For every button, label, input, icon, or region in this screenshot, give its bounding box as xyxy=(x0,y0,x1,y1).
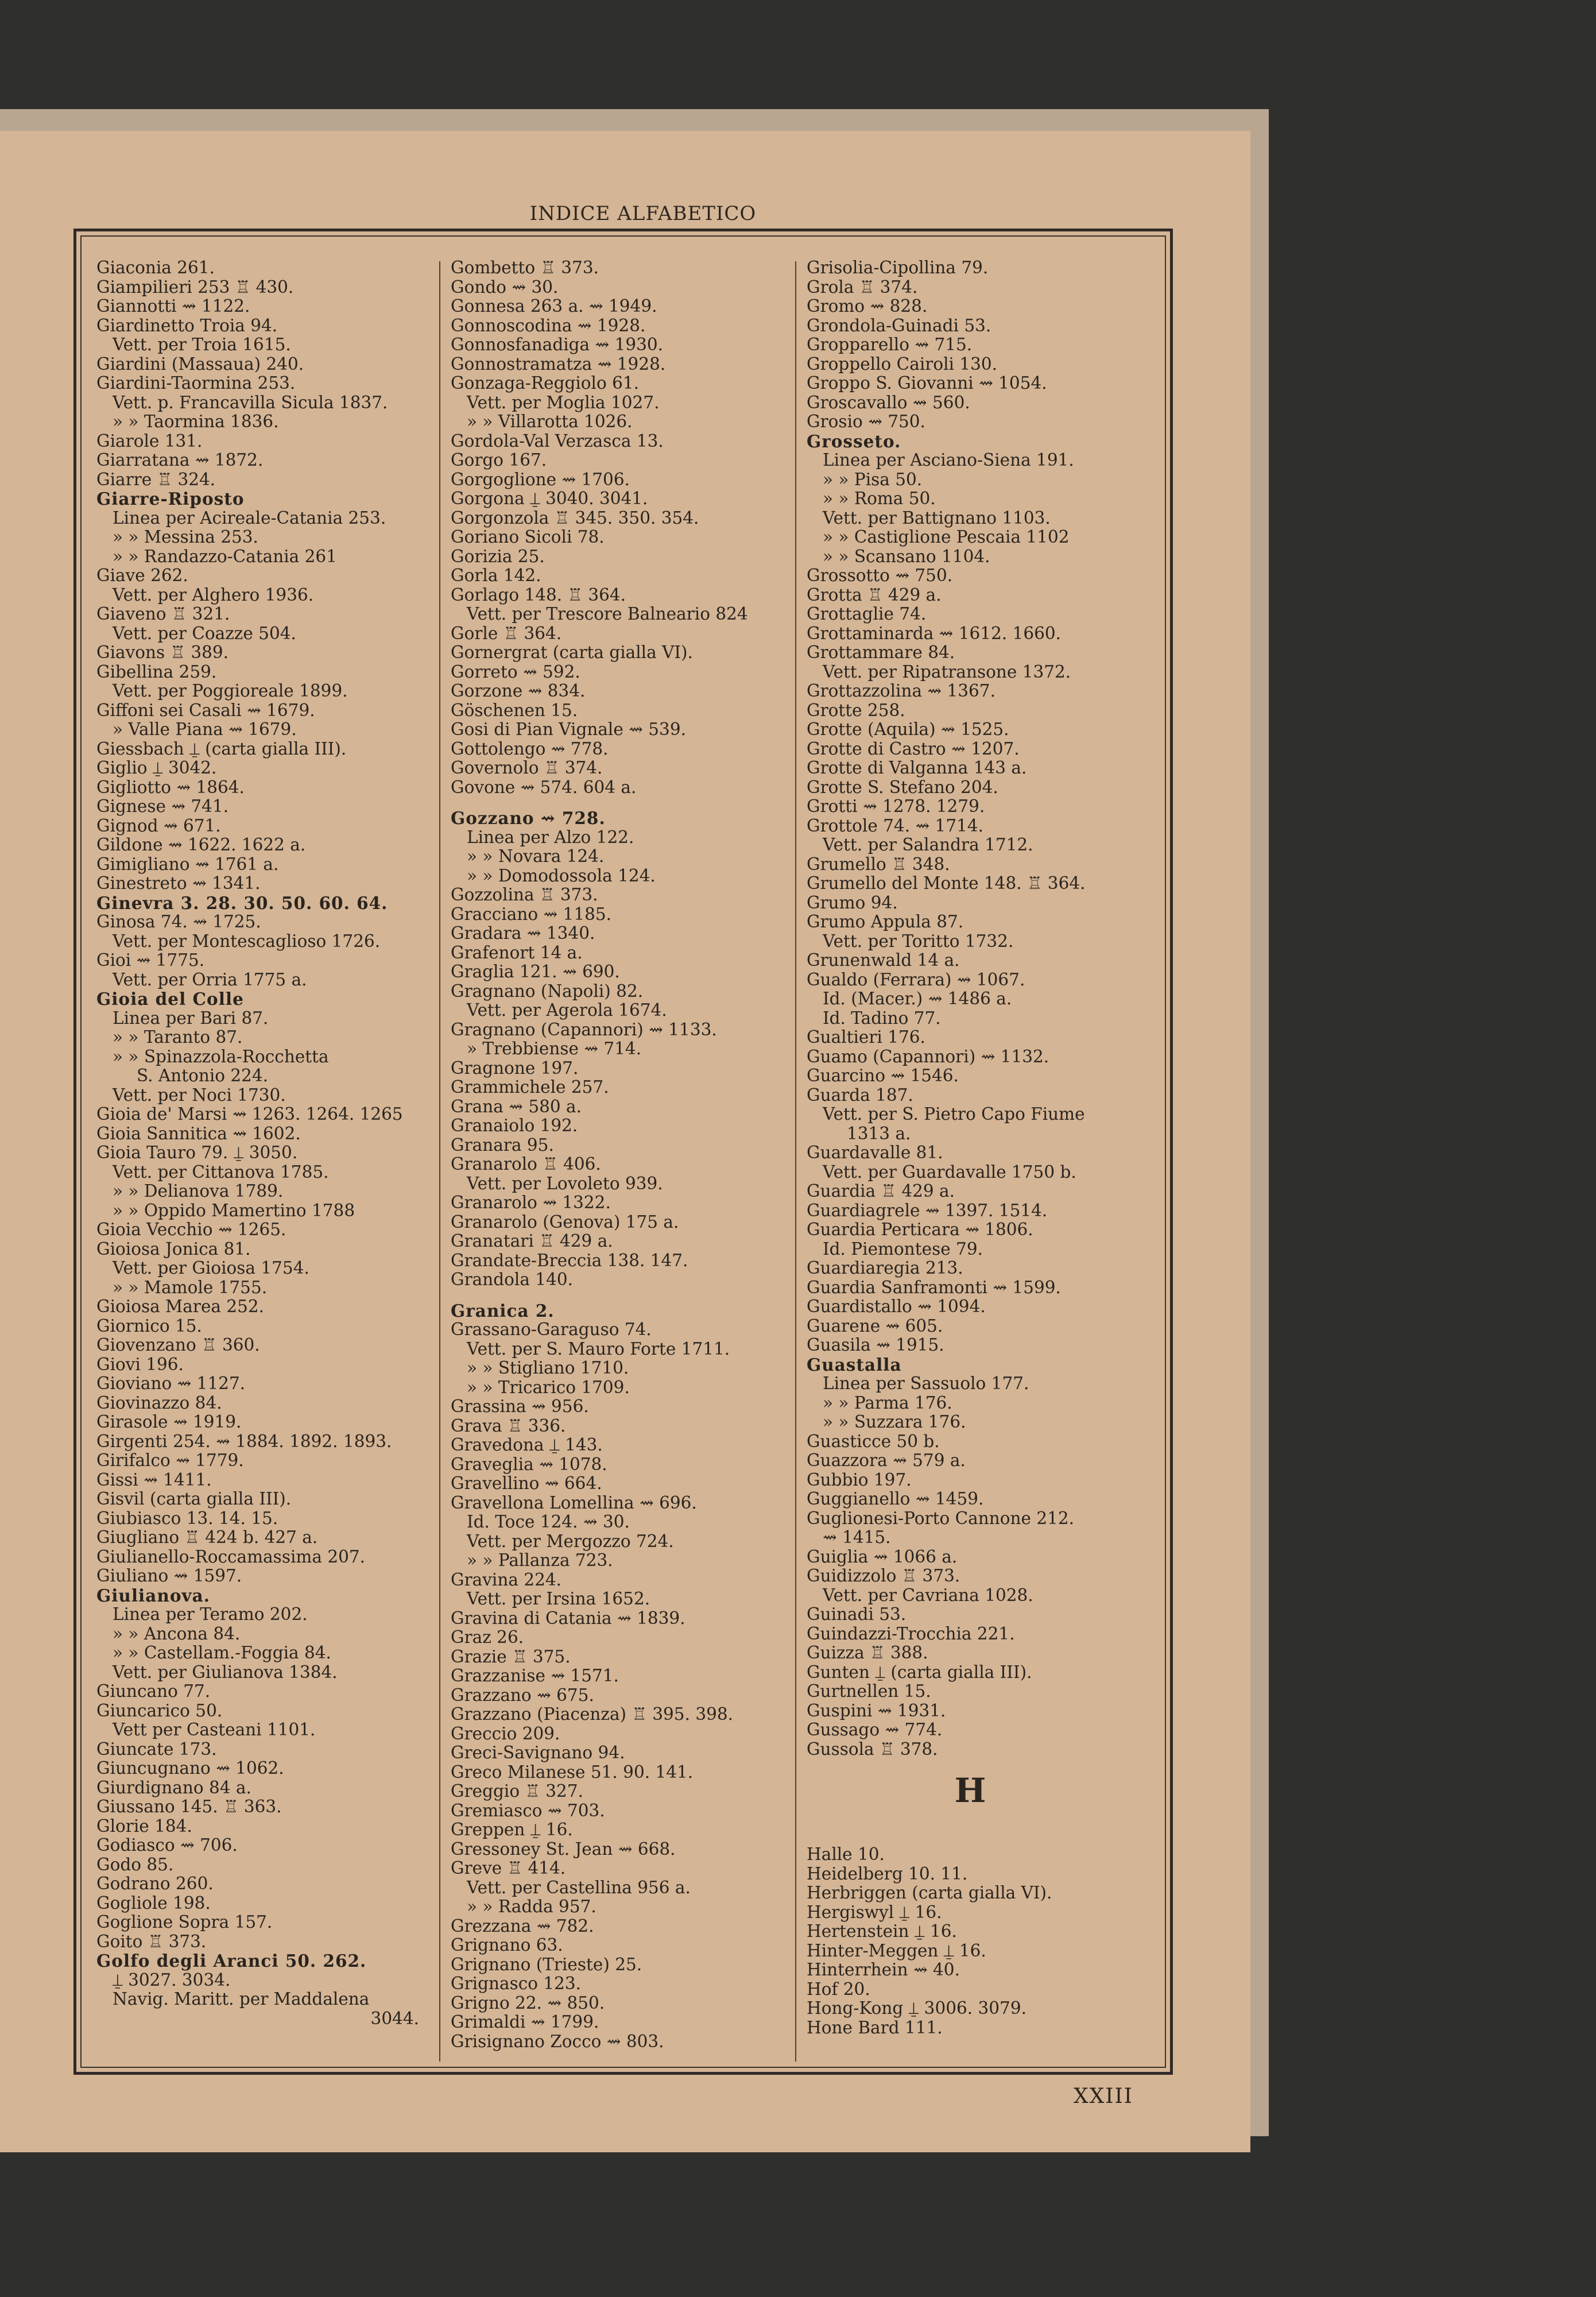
index-entry: Granarolo ⇝ 1322. xyxy=(451,1193,611,1212)
index-entry: Gombetto ♖ 373. xyxy=(451,258,599,277)
index-entry: Gioi ⇝ 1775. xyxy=(96,951,205,970)
index-entry: Grignasco 123. xyxy=(451,1974,582,1993)
page-number: XXIII xyxy=(1074,2085,1133,2108)
index-entry: Vett. per Giulianova 1384. xyxy=(113,1662,338,1682)
index-entry: Gioiosa Jonica 81. xyxy=(96,1239,251,1259)
index-column-1 xyxy=(96,258,424,2028)
index-entry: » » Taranto 87. xyxy=(113,1028,243,1047)
index-entry: Giuncate 173. xyxy=(96,1739,217,1759)
index-entry: Gragnano (Napoli) 82. xyxy=(451,981,644,1001)
index-entry: Göschenen 15. xyxy=(451,701,578,720)
index-entry: » » Suzzara 176. xyxy=(823,1413,966,1432)
index-entry: » » Villarotta 1026. xyxy=(467,412,633,431)
index-entry: Grisolia-Cipollina 79. xyxy=(807,258,989,277)
index-entry: » » Oppido Mamertino 1788 xyxy=(113,1201,355,1220)
index-entry: Gracciano ⇝ 1185. xyxy=(451,904,612,924)
index-entry: Giavons ♖ 389. xyxy=(96,643,229,662)
index-entry: Gorle ♖ 364. xyxy=(451,624,562,643)
index-entry: Grignano (Trieste) 25. xyxy=(451,1955,642,1974)
index-entry: Greve ♖ 414. xyxy=(451,1859,566,1878)
index-entry: Vett. per Gioiosa 1754. xyxy=(113,1259,309,1278)
index-entry: » » Scansano 1104. xyxy=(823,547,990,566)
index-entry: Vett. per Battignano 1103. xyxy=(823,508,1051,528)
index-entry: Gurtnellen 15. xyxy=(807,1682,931,1701)
index-entry: Vett. per Poggioreale 1899. xyxy=(113,682,348,701)
index-entry: Giuliano ⇝ 1597. xyxy=(96,1567,242,1586)
index-entry: Goriano Sicoli 78. xyxy=(451,528,605,547)
index-entry: Gornergrat (carta gialla VI). xyxy=(451,643,693,662)
index-entry: Vett. per Orria 1775 a. xyxy=(113,970,307,989)
index-entry: Gualdo (Ferrara) ⇝ 1067. xyxy=(807,970,1025,989)
index-entry: Grimaldi ⇝ 1799. xyxy=(451,2013,599,2032)
index-entry: Gorgona ⍊ 3040. 3041. xyxy=(451,489,648,508)
index-entry: » » Randazzo-Catania 261 xyxy=(113,547,337,566)
index-entry: Halle 10. xyxy=(807,1845,885,1864)
index-entry: » » Domodossola 124. xyxy=(467,866,656,885)
index-entry: Giuncano 77. xyxy=(96,1682,211,1701)
index-entry: Gildone ⇝ 1622. 1622 a. xyxy=(96,836,306,854)
index-entry: Giffoni sei Casali ⇝ 1679. xyxy=(96,701,315,720)
index-entry: Gussago ⇝ 774. xyxy=(807,1720,943,1739)
index-entry: Giovi 196. xyxy=(96,1355,184,1374)
index-entry: Gorgonzola ♖ 345. 350. 354. xyxy=(451,508,699,528)
index-entry: Grumello ♖ 348. xyxy=(807,854,950,874)
index-column-2 xyxy=(451,258,778,2051)
index-entry: » » Castiglione Pescaia 1102 xyxy=(823,528,1070,547)
index-entry: Grotte (Aquila) ⇝ 1525. xyxy=(807,720,1009,739)
index-entry: Vett. per Salandra 1712. xyxy=(823,836,1033,854)
index-entry: » » Radda 957. xyxy=(467,1897,596,1916)
index-entry: Granaiolo 192. xyxy=(451,1116,578,1135)
index-entry: Grandola 140. xyxy=(451,1270,573,1289)
index-entry: Hertenstein ⍊ 16. xyxy=(807,1922,957,1941)
index-entry: Gogliole 198. xyxy=(96,1893,211,1913)
index-entry: » » Parma 176. xyxy=(823,1393,952,1413)
index-entry: Vett. per Castellina 956 a. xyxy=(467,1878,691,1897)
index-entry: Vett. per Mergozzo 724. xyxy=(467,1532,674,1551)
index-entry: » » Mamole 1755. xyxy=(113,1278,268,1297)
index-entry: Grumello del Monte 148. ♖ 364. xyxy=(807,874,1086,893)
index-entry: Gonnoscodina ⇝ 1928. xyxy=(451,316,646,335)
index-entry: Govone ⇝ 574. 604 a. xyxy=(451,778,637,797)
index-entry: Granara 95. xyxy=(451,1135,554,1155)
index-heading: Gioia del Colle xyxy=(96,989,244,1009)
index-entry: Girasole ⇝ 1919. xyxy=(96,1413,242,1432)
index-entry: » Valle Piana ⇝ 1679. xyxy=(113,720,297,739)
index-entry: » » Novara 124. xyxy=(467,847,605,866)
index-entry: Vett. per S. Pietro Capo Fiume xyxy=(823,1105,1085,1124)
index-entry: Godrano 260. xyxy=(96,1874,214,1893)
index-entry: Giuncarico 50. xyxy=(96,1701,223,1720)
index-entry: Guindazzi-Trocchia 221. xyxy=(807,1624,1015,1644)
index-entry: Gunten ⍊ (carta gialla III). xyxy=(807,1662,1032,1682)
index-entry: Hong-Kong ⍊ 3006. 3079. xyxy=(807,1999,1026,2018)
index-entry: 1313 a. xyxy=(847,1124,911,1143)
index-entry: ⍊ 3027. 3034. xyxy=(113,1970,231,1990)
index-entry: Grondola-Guinadi 53. xyxy=(807,316,991,335)
index-entry: » » Roma 50. xyxy=(823,489,936,508)
index-entry: Guardistallo ⇝ 1094. xyxy=(807,1297,986,1316)
index-entry: Vett. per Ripatransone 1372. xyxy=(823,662,1071,682)
index-entry: Vett. per Trescore Balneario 824 xyxy=(467,605,748,624)
index-entry: Vett. per S. Mauro Forte 1711. xyxy=(467,1339,730,1359)
index-entry: Grottaminarda ⇝ 1612. 1660. xyxy=(807,624,1062,643)
index-entry: » » Tricarico 1709. xyxy=(467,1378,630,1397)
index-heading: Giarre-Riposto xyxy=(96,489,245,509)
index-entry: Id. Toce 124. ⇝ 30. xyxy=(467,1513,630,1532)
index-entry: Grandate-Breccia 138. 147. xyxy=(451,1251,688,1270)
index-entry: Guasticce 50 b. xyxy=(807,1432,940,1451)
index-entry: Gottolengo ⇝ 778. xyxy=(451,739,609,759)
index-entry: ⇝ 1415. xyxy=(823,1528,891,1547)
index-entry: Gioia de' Marsi ⇝ 1263. 1264. 1265 xyxy=(96,1105,403,1124)
index-entry: Grigno 22. ⇝ 850. xyxy=(451,1993,605,2013)
index-entry: Grazzano (Piacenza) ♖ 395. 398. xyxy=(451,1705,734,1724)
index-entry: Guasila ⇝ 1915. xyxy=(807,1336,944,1355)
index-entry: Gondo ⇝ 30. xyxy=(451,277,559,297)
index-entry: Grezzana ⇝ 782. xyxy=(451,1916,594,1936)
index-entry: » » Messina 253. xyxy=(113,528,258,547)
index-entry: Gravina di Catania ⇝ 1839. xyxy=(451,1608,685,1628)
index-entry: Giaveno ♖ 321. xyxy=(96,605,230,624)
index-entry: Gorizia 25. xyxy=(451,547,545,566)
index-entry: Linea per Sassuolo 177. xyxy=(823,1374,1029,1393)
index-entry: Linea per Asciano-Siena 191. xyxy=(823,451,1074,470)
index-heading: Ginevra 3. 28. 30. 50. 60. 64. xyxy=(96,893,388,912)
index-entry: Gioiosa Marea 252. xyxy=(96,1297,265,1316)
index-entry: Graglia 121. ⇝ 690. xyxy=(451,962,620,981)
index-entry: Giarre ♖ 324. xyxy=(96,470,216,489)
index-entry: Grottammare 84. xyxy=(807,643,955,662)
index-entry: Gibellina 259. xyxy=(96,662,217,682)
index-entry: Grumo 94. xyxy=(807,893,898,912)
index-entry: Vett. per Agerola 1674. xyxy=(467,1001,667,1020)
index-entry: Giannotti ⇝ 1122. xyxy=(96,297,250,316)
index-heading: Giulianova. xyxy=(96,1586,211,1605)
index-entry: Grazie ♖ 375. xyxy=(451,1647,571,1666)
index-entry: Grottole 74. ⇝ 1714. xyxy=(807,816,984,836)
index-entry: Greco Milanese 51. 90. 141. xyxy=(451,1762,694,1782)
index-entry: Ginosa 74. ⇝ 1725. xyxy=(96,912,261,931)
index-entry: Giovinazzo 84. xyxy=(96,1393,222,1413)
index-entry: Gragnone 197. xyxy=(451,1058,579,1078)
index-entry: Hone Bard 111. xyxy=(807,2018,943,2037)
index-entry: Gonzaga-Reggiolo 61. xyxy=(451,374,640,393)
index-entry: Linea per Bari 87. xyxy=(113,1008,269,1028)
index-heading: Granica 2. xyxy=(451,1301,555,1320)
index-entry: Vett. per Toritto 1732. xyxy=(823,931,1014,951)
index-entry: Gussola ♖ 378. xyxy=(807,1739,938,1759)
index-entry: Vett. per Coazze 504. xyxy=(113,624,296,643)
index-entry: Hinterrhein ⇝ 40. xyxy=(807,1960,960,1979)
index-entry: Gozzolina ♖ 373. xyxy=(451,885,598,904)
index-entry: Giardini (Massaua) 240. xyxy=(96,354,304,374)
index-entry: Navig. Maritt. per Maddalena xyxy=(113,1990,370,2009)
index-entry: Giarole 131. xyxy=(96,431,203,451)
index-entry: Gignod ⇝ 671. xyxy=(96,816,221,836)
index-entry: Grotte S. Stefano 204. xyxy=(807,778,998,797)
index-entry: » » Spinazzola-Rocchetta xyxy=(113,1047,329,1066)
index-entry: Groscavallo ⇝ 560. xyxy=(807,393,970,412)
index-entry: Guiglia ⇝ 1066 a. xyxy=(807,1547,958,1567)
index-entry: Hergiswyl ⍊ 16. xyxy=(807,1902,942,1922)
index-entry: Ginestreto ⇝ 1341. xyxy=(96,874,261,893)
index-entry: Graveglia ⇝ 1078. xyxy=(451,1455,607,1474)
index-entry: Guardia Perticara ⇝ 1806. xyxy=(807,1220,1033,1239)
index-entry: Linea per Alzo 122. xyxy=(467,827,634,847)
index-entry: Grisignano Zocco ⇝ 803. xyxy=(451,2032,664,2051)
index-entry: Linea per Acireale-Catania 253. xyxy=(113,508,386,528)
index-entry: Guardavalle 81. xyxy=(807,1143,943,1162)
index-entry: Grignano 63. xyxy=(451,1936,563,1955)
index-entry: Granarolo ♖ 406. xyxy=(451,1155,601,1174)
index-entry: Gonnesa 263 a. ⇝ 1949. xyxy=(451,297,657,316)
index-entry: Gigliotto ⇝ 1864. xyxy=(96,778,245,797)
index-entry: Guarene ⇝ 605. xyxy=(807,1316,943,1336)
index-entry: Vett. per Montescaglioso 1726. xyxy=(113,931,381,951)
index-entry: 3044. xyxy=(370,2009,419,2028)
index-entry: Grunenwald 14 a. xyxy=(807,951,960,970)
index-entry: Gorla 142. xyxy=(451,566,541,585)
index-entry: Giarratana ⇝ 1872. xyxy=(96,451,264,470)
index-entry: Gualtieri 176. xyxy=(807,1028,925,1047)
index-entry: Id. Piemontese 79. xyxy=(823,1239,983,1259)
index-entry: Guardiaregia 213. xyxy=(807,1259,963,1278)
index-entry: Grotte 258. xyxy=(807,701,905,720)
index-entry: Giubiasco 13. 14. 15. xyxy=(96,1509,278,1528)
index-entry: Grottazzolina ⇝ 1367. xyxy=(807,682,995,701)
index-entry: Gremiasco ⇝ 703. xyxy=(451,1801,605,1820)
index-entry: Godo 85. xyxy=(96,1855,174,1874)
index-entry: Godiasco ⇝ 706. xyxy=(96,1836,238,1855)
index-entry: Gorzone ⇝ 834. xyxy=(451,682,586,701)
index-entry: Greci-Savignano 94. xyxy=(451,1743,625,1762)
index-entry: Gravedona ⍊ 143. xyxy=(451,1436,603,1455)
index-entry: Giurdignano 84 a. xyxy=(96,1778,251,1797)
index-entry: Gradara ⇝ 1340. xyxy=(451,924,595,943)
index-entry: Grotta ♖ 429 a. xyxy=(807,585,942,605)
index-entry: Vett per Casteani 1101. xyxy=(113,1720,316,1739)
index-entry: » » Stigliano 1710. xyxy=(467,1359,629,1378)
page-title: INDICE ALFABETICO xyxy=(529,202,757,225)
index-entry: Giussano 145. ♖ 363. xyxy=(96,1797,282,1816)
index-entry: Giulianello-Roccamassima 207. xyxy=(96,1547,366,1567)
index-entry: Grotte di Castro ⇝ 1207. xyxy=(807,739,1020,759)
index-entry: Guglionesi-Porto Cannone 212. xyxy=(807,1509,1075,1528)
index-entry: Guidizzolo ♖ 373. xyxy=(807,1567,960,1586)
index-entry: Gropparello ⇝ 715. xyxy=(807,335,973,354)
index-entry: Gonnosfanadiga ⇝ 1930. xyxy=(451,335,664,354)
index-entry: Vett. per Alghero 1936. xyxy=(113,585,314,605)
index-entry: Heidelberg 10. 11. xyxy=(807,1864,968,1884)
index-entry: Hof 20. xyxy=(807,1979,870,1999)
index-entry: Grafenort 14 a. xyxy=(451,943,583,962)
index-entry: » » Pisa 50. xyxy=(823,470,923,489)
index-entry: Greccio 209. xyxy=(451,1724,560,1743)
index-entry: Vett. per Cavriana 1028. xyxy=(823,1586,1033,1605)
index-entry: Guizza ♖ 388. xyxy=(807,1644,928,1662)
index-entry: Giardinetto Troia 94. xyxy=(96,316,278,335)
index-entry: Gioviano ⇝ 1127. xyxy=(96,1374,246,1393)
index-entry: Guardiagrele ⇝ 1397. 1514. xyxy=(807,1201,1048,1220)
index-entry: Id. Tadino 77. xyxy=(823,1008,941,1028)
index-entry: Giornico 15. xyxy=(96,1316,202,1336)
index-entry: Gorgo 167. xyxy=(451,451,547,470)
index-entry: Goito ♖ 373. xyxy=(96,1932,207,1951)
column-divider xyxy=(795,261,796,2062)
index-entry: Gromo ⇝ 828. xyxy=(807,297,928,316)
index-entry: Grotte di Valganna 143 a. xyxy=(807,759,1027,778)
index-entry: Groppello Cairoli 130. xyxy=(807,354,998,374)
index-entry: Guspini ⇝ 1931. xyxy=(807,1701,946,1720)
index-entry: Gonnostramatza ⇝ 1928. xyxy=(451,354,666,374)
index-column-3 xyxy=(807,258,1134,2037)
index-entry: » » Delianova 1789. xyxy=(113,1182,284,1201)
index-entry: Giampilieri 253 ♖ 430. xyxy=(96,277,294,297)
index-entry: Linea per Teramo 202. xyxy=(113,1605,308,1624)
index-entry: Gimigliano ⇝ 1761 a. xyxy=(96,854,279,874)
index-entry: Gravellona Lomellina ⇝ 696. xyxy=(451,1493,697,1513)
index-entry: » » Ancona 84. xyxy=(113,1624,241,1644)
index-heading: Guastalla xyxy=(807,1355,902,1374)
index-entry: Girgenti 254. ⇝ 1884. 1892. 1893. xyxy=(96,1432,392,1451)
index-entry: Guardia Sanframonti ⇝ 1599. xyxy=(807,1278,1061,1297)
index-entry: Guarda 187. xyxy=(807,1085,913,1105)
index-entry: Gressoney St. Jean ⇝ 668. xyxy=(451,1839,676,1859)
index-entry: Vett. per Noci 1730. xyxy=(113,1085,286,1105)
index-entry: Gisvil (carta gialla III). xyxy=(96,1490,292,1509)
index-entry: Gosi di Pian Vignale ⇝ 539. xyxy=(451,720,686,739)
index-entry: Guarcino ⇝ 1546. xyxy=(807,1066,959,1085)
index-entry: Giardini-Taormina 253. xyxy=(96,374,296,393)
index-heading: Golfo degli Aranci 50. 262. xyxy=(96,1951,367,1971)
index-entry: Grumo Appula 87. xyxy=(807,912,964,931)
index-entry: Gubbio 197. xyxy=(807,1470,912,1490)
index-entry: Greppen ⍊ 16. xyxy=(451,1820,573,1839)
index-entry: Gordola-Val Verzasca 13. xyxy=(451,431,664,451)
index-entry: » Trebbiense ⇝ 714. xyxy=(467,1039,642,1058)
index-entry: Grola ♖ 374. xyxy=(807,277,918,297)
index-entry: Herbriggen (carta gialla VI). xyxy=(807,1884,1052,1902)
index-entry: Vett. per Lovoleto 939. xyxy=(467,1174,663,1193)
index-entry: Gissi ⇝ 1411. xyxy=(96,1470,212,1490)
index-entry: Grava ♖ 336. xyxy=(451,1416,566,1436)
index-entry: Graz 26. xyxy=(451,1628,524,1647)
index-entry: » » Pallanza 723. xyxy=(467,1551,613,1570)
index-entry: Governolo ♖ 374. xyxy=(451,759,603,778)
index-entry: Giovenzano ♖ 360. xyxy=(96,1336,260,1355)
index-entry: Gignese ⇝ 741. xyxy=(96,797,229,816)
index-entry: Grassano-Garaguso 74. xyxy=(451,1320,652,1339)
index-entry: » » Castellam.-Foggia 84. xyxy=(113,1644,331,1662)
index-entry: Gioia Vecchio ⇝ 1265. xyxy=(96,1220,286,1239)
index-entry: Grassina ⇝ 956. xyxy=(451,1397,589,1416)
index-entry: Grossotto ⇝ 750. xyxy=(807,566,953,585)
index-entry: Girifalco ⇝ 1779. xyxy=(96,1451,244,1470)
index-entry: Gragnano (Capannori) ⇝ 1133. xyxy=(451,1020,717,1039)
index-entry: Giugliano ♖ 424 b. 427 a. xyxy=(96,1528,318,1547)
index-entry: Vett. per Irsina 1652. xyxy=(467,1590,650,1608)
index-entry: Vett. per Moglia 1027. xyxy=(467,393,660,412)
index-entry: Giglio ⍊ 3042. xyxy=(96,759,217,778)
index-entry: Guggianello ⇝ 1459. xyxy=(807,1490,984,1509)
index-entry: Granatari ♖ 429 a. xyxy=(451,1232,613,1251)
index-entry: Grottaglie 74. xyxy=(807,605,927,624)
index-entry: S. Antonio 224. xyxy=(137,1066,269,1085)
index-entry: Goglione Sopra 157. xyxy=(96,1913,273,1932)
index-entry: Gravina 224. xyxy=(451,1570,562,1590)
index-entry: Giave 262. xyxy=(96,566,188,585)
section-letter: H xyxy=(954,1771,986,1810)
index-entry: Gioia Sannitica ⇝ 1602. xyxy=(96,1124,301,1143)
index-entry: Vett. per Troia 1615. xyxy=(113,335,291,354)
index-entry: Id. (Macer.) ⇝ 1486 a. xyxy=(823,989,1012,1008)
index-entry: Guamo (Capannori) ⇝ 1132. xyxy=(807,1047,1049,1066)
index-entry: Gorreto ⇝ 592. xyxy=(451,662,580,682)
index-entry: Gorgoglione ⇝ 1706. xyxy=(451,470,630,489)
index-heading: Gozzano ⇝ 728. xyxy=(451,809,606,828)
index-entry: Vett. per Guardavalle 1750 b. xyxy=(823,1162,1076,1182)
index-entry: Grana ⇝ 580 a. xyxy=(451,1097,582,1116)
index-entry: Gravellino ⇝ 664. xyxy=(451,1474,602,1493)
index-entry: Grotti ⇝ 1278. 1279. xyxy=(807,797,985,816)
index-entry: Giuncugnano ⇝ 1062. xyxy=(96,1759,284,1778)
index-entry: Vett. per Cittanova 1785. xyxy=(113,1162,329,1182)
index-entry: Glorie 184. xyxy=(96,1816,192,1836)
index-entry: Grammichele 257. xyxy=(451,1078,609,1097)
index-entry: Giessbach ⍊ (carta gialla III). xyxy=(96,739,347,759)
index-entry: Guinadi 53. xyxy=(807,1605,907,1624)
index-entry: Giaconia 261. xyxy=(96,258,215,277)
index-heading: Grosseto. xyxy=(807,431,901,451)
index-entry: Guardia ♖ 429 a. xyxy=(807,1182,955,1201)
index-entry: Gioia Tauro 79. ⍊ 3050. xyxy=(96,1143,298,1162)
index-entry: Greggio ♖ 327. xyxy=(451,1782,583,1801)
index-entry: Hinter-Meggen ⍊ 16. xyxy=(807,1941,986,1960)
index-entry: Guazzora ⇝ 579 a. xyxy=(807,1451,966,1470)
index-entry: Granarolo (Genova) 175 a. xyxy=(451,1212,679,1232)
index-entry: » » Taormina 1836. xyxy=(113,412,279,431)
index-entry: Groppo S. Giovanni ⇝ 1054. xyxy=(807,374,1047,393)
index-entry: Grazzanise ⇝ 1571. xyxy=(451,1666,619,1685)
index-entry: Grosio ⇝ 750. xyxy=(807,412,925,431)
index-entry: Grazzano ⇝ 675. xyxy=(451,1685,594,1705)
index-entry: Gorlago 148. ♖ 364. xyxy=(451,585,626,605)
column-divider xyxy=(439,261,440,2062)
index-entry: Vett. p. Francavilla Sicula 1837. xyxy=(113,393,388,412)
